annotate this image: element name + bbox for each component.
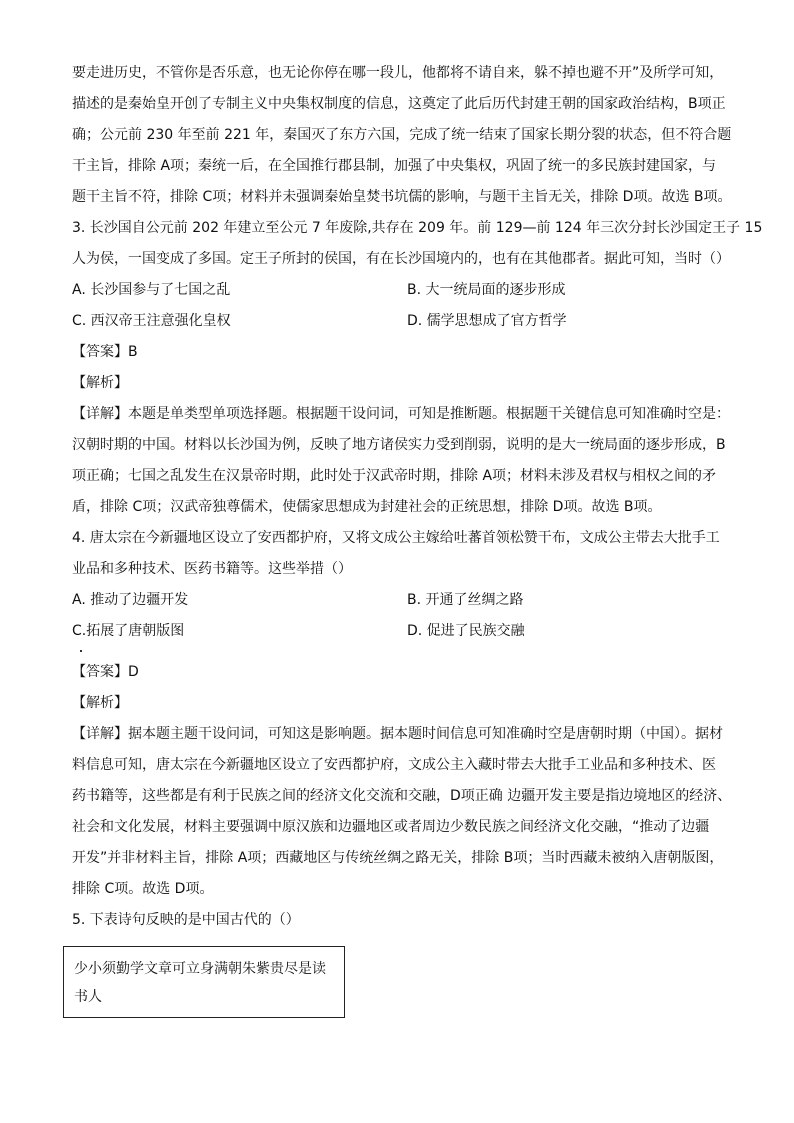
intro-line: 干主旨，排除 A项；秦统一后，在全国推行郡县制，加强了中央集权，巩固了统一的多民族封建国家，与 [72,158,717,174]
q3-options [72,275,732,337]
q4-options [72,585,732,647]
q3-analysis-label: 【解析】 [72,375,128,391]
q4-option-d: D. 促进了民族交融 [407,623,525,639]
q3-stem-line: 人为侯，一国变成了多国。定王子所封的侯国，有在长沙国境内的，也有在其他郡者。据此可知，当时（） [72,251,730,267]
question-5 [72,905,732,936]
q3-option-c: C. 西汉帝王注意强化皇权 [72,313,231,329]
intro-line: 确；公元前 230 年至前 221 年，秦国灭了东方六国，完成了统一结束了国家长期分裂的状态，但不符合题 [72,127,732,143]
q5-poem-table [63,946,345,1018]
q3-option-d: D. 儒学思想成了官方哲学 [407,313,567,329]
q3-detail-line: 汉朝时期的中国。材料以长沙国为例，反映了地方诸侯实力受到削弱，说明的是大一统局面的逐步形成，B [72,437,726,453]
spacer [72,647,732,657]
q3-answer: 【答案】B [72,344,138,360]
q4-answer: 【答案】D [72,664,139,680]
q3-option-a: A. 长沙国参与了七国之乱 [72,282,231,298]
question-4 [72,523,732,905]
q3-detail-line: 项正确；七国之乱发生在汉景帝时期，此时处于汉武帝时期，排除 A项；材料未涉及君权与相权之间的矛 [72,468,717,484]
q4-detail-line: 社会和文化发展，材料主要强调中原汉族和边疆地区或者周边少数民族之间经济文化交融，“推动了边疆 [72,819,710,835]
q4-analysis-label: 【解析】 [72,695,128,711]
intro-line: 题干主旨不符，排除 C项；材料并未强调秦始皇焚书坑儒的影响，与题干主旨无关，排除 D项。故选 B项。 [72,189,732,205]
document-page [72,58,763,936]
q4-stem-line: 4. 唐太宗在今新疆地区设立了安西都护府，又将文成公主嫁给吐蕃首领松赞干布，文成公主带去大批手工 [72,530,720,546]
intro-paragraph [72,58,732,213]
intro-line: 描述的是秦始皇开创了专制主义中央集权制度的信息，这奠定了此后历代封建王朝的国家政治结构，B项正 [72,96,726,112]
intro-line: 要走进历史，不管你是否乐意，也无论你停在哪一段儿，他都将不请自来，躲不掉也避不开”及所学可知， [72,65,724,81]
question-3 [72,213,763,523]
q4-detail-line: 药书籍等，这些都是有利于民族之间的经济文化交流和交融，D项正确 边疆开发主要是指边境地区的经济、 [72,788,732,804]
q4-detail-line: 【详解】据本题主题干设问词，可知这是影响题。据本题时间信息可知准确时空是唐朝时期（中国）。据材 [72,726,723,742]
q4-detail-line: 排除 C项。故选 D项。 [72,881,214,897]
q4-option-c: C.拓展了唐朝版图 [72,623,185,639]
q5-poem-line: 书人 [74,989,102,1005]
q3-detail-line: 【详解】本题是单类型单项选择题。根据题干设问词，可知是推断题。根据题干关键信息可知准确时空是： [72,406,730,422]
q4-detail-line: 料信息可知，唐太宗在今新疆地区设立了安西都护府，文成公主入藏时带去大批手工业品和多种技术、医 [72,757,716,773]
q4-detail-line: 开发”并非材料主旨，排除 A项；西藏地区与传统丝绸之路无关，排除 B项；当时西藏未被纳入唐朝版图， [72,850,724,866]
q4-option-a: A. 推动了边疆开发 [72,592,189,608]
stray-dot [80,650,82,652]
q3-stem-line: 3. 长沙国自公元前 202 年建立至公元 7 年废除,共存在 209 年。前 129—前 124 年三次分封长沙国定王子 15 [72,220,763,236]
q5-stem: 5. 下表诗句反映的是中国古代的（） [72,912,300,928]
q5-poem-line: 少小须勤学文章可立身满朝朱紫贵尽是读 [74,961,326,977]
q4-stem-line: 业品和多种技术、医药书籍等。这些举措（） [72,561,352,577]
q3-option-b: B. 大一统局面的逐步形成 [407,282,566,298]
q3-detail-line: 盾，排除 C项；汉武帝独尊儒术，使儒家思想成为封建社会的正统思想，排除 D项。故选 B项。 [72,499,662,515]
q4-option-b: B. 开通了丝绸之路 [407,592,524,608]
